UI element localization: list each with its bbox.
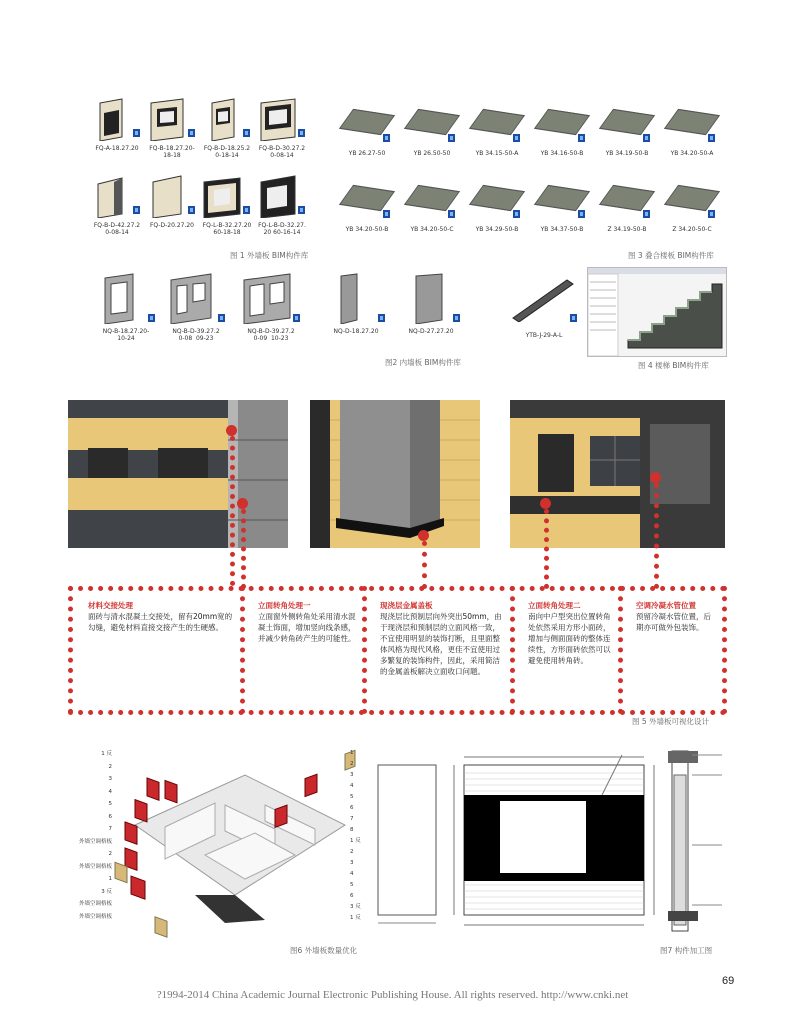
note-ac-pipe <box>636 600 718 633</box>
slab-icon <box>339 185 395 211</box>
wall-panel-icon <box>202 174 248 218</box>
panel-label: 外墙空调格板 <box>78 901 112 907</box>
panel-label: 外墙空调格板 <box>78 913 112 920</box>
annotation-marker <box>226 425 237 436</box>
revit-file-icon <box>148 314 155 322</box>
left-label-column <box>72 748 112 923</box>
revit-file-icon <box>570 314 577 322</box>
item-label: FQ-B-D-30.27.2 0-08-14 <box>258 145 306 159</box>
revit-file-icon <box>218 314 225 322</box>
fig3-item[interactable] <box>405 100 457 162</box>
right-label-column <box>350 748 370 924</box>
slab-icon <box>339 109 395 135</box>
revit-file-icon <box>293 314 300 322</box>
revit-file-icon <box>378 314 385 322</box>
revit-file-icon <box>133 206 140 214</box>
item-label: NQ-B-D-39.27.2 0-09 10-23 <box>247 328 295 342</box>
note-corner-one <box>258 600 356 644</box>
fig3-item[interactable] <box>665 176 717 238</box>
fig3-item[interactable] <box>405 176 457 238</box>
fig1-item[interactable] <box>200 172 252 234</box>
axonometric-drawing <box>95 745 365 940</box>
item-label: YB 34.20-50-B <box>345 226 389 233</box>
fig3-item[interactable] <box>535 100 587 162</box>
panel-label: 6 <box>350 893 354 899</box>
item-label: NQ-D-27.27.20 <box>408 328 454 335</box>
revit-file-icon <box>578 134 585 142</box>
panel-label: 1 反 <box>101 751 112 757</box>
revit-file-icon <box>243 206 250 214</box>
revit-software-screenshot <box>587 267 727 357</box>
fig4-item[interactable] <box>505 270 583 350</box>
slab-icon <box>534 185 590 211</box>
wall-panel-icon <box>327 272 377 324</box>
panel-label: 6 <box>350 805 354 811</box>
item-label: FQ-L-B-D-32.27. 20 60-16-14 <box>258 222 306 236</box>
slab-icon <box>664 109 720 135</box>
wall-panel-icon <box>147 174 193 218</box>
panel-label: 5 <box>108 801 112 807</box>
wall-panel-icon <box>97 272 147 324</box>
wall-panel-icon <box>92 97 138 141</box>
revit-file-icon <box>243 129 250 137</box>
fig3-item[interactable] <box>470 176 522 238</box>
fig3-item[interactable] <box>340 176 392 238</box>
item-label: YB 34.29-50-B <box>475 226 519 233</box>
wall-panel-icon <box>92 174 138 218</box>
revit-file-icon <box>643 134 650 142</box>
item-label: FQ-B-18.27.20- 18-18 <box>149 145 195 159</box>
panel-label: 1 <box>108 876 112 882</box>
item-label: FQ-L-B-32.27.20 60-18-18 <box>202 222 252 236</box>
cad-drawing <box>372 745 730 940</box>
item-label: NQ-B-18.27.20- 10-24 <box>102 328 150 342</box>
leader-line <box>230 436 241 586</box>
revit-file-icon <box>298 206 305 214</box>
panel-label: 3 <box>350 860 354 866</box>
panel-label: 7 <box>350 816 354 822</box>
panel-label: 2 <box>108 763 112 770</box>
leader-line <box>241 509 252 589</box>
note-body: 南向中户型突出位置转角处依然采用方形小面砖，增加与侧面面砖的整体连续性，方形面砖依然可以避免使用转角砖。 <box>528 612 611 665</box>
facade-render-1 <box>68 400 288 548</box>
fig3-item[interactable] <box>535 176 587 238</box>
item-label: FQ-B-D-18.25.2 0-18-14 <box>203 145 251 159</box>
revit-file-icon <box>578 210 585 218</box>
revit-file-icon <box>708 210 715 218</box>
panel-label: 4 <box>350 783 354 789</box>
item-label: FQ-A-18.27.20 <box>95 145 139 152</box>
item-label: YB 34.19-50-B <box>605 150 649 157</box>
leader-line <box>654 483 665 589</box>
copyright-footer: ?1994-2014 China Academic Journal Electronic Publishing House. All rights reserved. http://www.cnki.net <box>156 989 629 1001</box>
note-body: 面砖与清水混凝土交接处，留有20mm宽的勾缝，避免材料直接交接产生的生硬感。 <box>88 612 233 632</box>
fig1-item[interactable] <box>90 172 142 234</box>
panel-label: 6 <box>108 813 112 820</box>
fig7-caption: 图7 构件加工图 <box>660 946 713 955</box>
panel-label: 2 <box>108 851 112 857</box>
fig2-item[interactable] <box>400 270 462 354</box>
wall-panel-icon <box>257 97 303 141</box>
panel-label: 1 反 <box>350 838 361 844</box>
panel-label: 3 <box>350 772 354 778</box>
slab-icon <box>599 109 655 135</box>
item-label: Z 34.20-50-C <box>672 226 712 233</box>
wall-panel-icon <box>257 174 303 218</box>
fig1-item[interactable] <box>255 95 307 157</box>
revit-file-icon <box>383 210 390 218</box>
note-corner-two <box>528 600 614 666</box>
note-metal-cover <box>380 600 504 677</box>
item-label: YTB-J-29-A-L <box>525 332 563 339</box>
callout-frame <box>362 586 373 714</box>
callout-frame <box>618 586 629 714</box>
revit-file-icon <box>513 134 520 142</box>
revit-file-icon <box>513 210 520 218</box>
leader-line <box>422 541 433 589</box>
fig2-item[interactable] <box>95 270 157 354</box>
page-number: 69 <box>722 975 735 987</box>
revit-file-icon <box>448 210 455 218</box>
wall-panel-icon <box>202 97 248 141</box>
stair-icon <box>507 272 577 322</box>
leader-line <box>544 509 555 589</box>
callout-frame <box>240 586 251 714</box>
note-body: 预留冷凝水管位置，后期亦可做外包装饰。 <box>636 612 711 632</box>
revit-file-icon <box>188 129 195 137</box>
item-label: YB 34.20-50-A <box>670 150 714 157</box>
revit-file-icon <box>448 134 455 142</box>
panel-label: 3 反 <box>350 904 361 910</box>
fig1-item[interactable] <box>145 172 197 234</box>
annotation-marker <box>540 498 551 509</box>
wall-panel-icon <box>167 272 223 324</box>
fig1-item[interactable] <box>145 95 197 157</box>
revit-file-icon <box>133 129 140 137</box>
item-label: NQ-B-D-39.27.2 0-08 09-23 <box>172 328 220 342</box>
panel-label: 外墙空调格板 <box>78 863 112 870</box>
callout-frame <box>68 586 79 714</box>
note-title: 立面转角处理二 <box>528 601 581 610</box>
panel-label: 3 反 <box>101 888 112 895</box>
fig3-item[interactable] <box>600 176 652 238</box>
item-label: FQ-B-D-42.27.2 0-08-14 <box>93 222 141 236</box>
fig2-item[interactable] <box>165 270 227 354</box>
panel-label: 1 反 <box>350 915 361 921</box>
fig1-item[interactable] <box>90 95 142 157</box>
slab-icon <box>469 109 525 135</box>
note-body: 现浇层比预制层向外突出50mm，由于现浇层和预制层的立面风格一致，不宜使用明显的装饰打断，且里面整体风格为现代风格，更佳不宜使用过多繁复的装饰构件，因此，采用简洁的金属盖板解决立面收口问题。 <box>380 612 502 676</box>
wall-panel-icon <box>402 272 452 324</box>
panel-label: 8 <box>350 827 354 833</box>
item-label: FQ-D-20.27.20 <box>149 222 194 229</box>
fig1-caption: 图 1 外墙板 BIM构件库 <box>230 251 309 260</box>
panel-label: 4 <box>350 871 354 877</box>
item-label: YB 26.27-50 <box>348 150 386 157</box>
fig4-caption: 图 4 楼梯 BIM构件库 <box>638 361 709 370</box>
note-title: 材料交接处理 <box>88 601 133 610</box>
fig6-caption: 图6 外墙板数量优化 <box>290 946 358 955</box>
item-label: YB 34.16-50-B <box>540 150 584 157</box>
callout-frame <box>510 586 521 714</box>
panel-label: 5 <box>350 882 354 888</box>
facade-render-3 <box>510 400 725 548</box>
item-label: NQ-D-18.27.20 <box>333 328 379 335</box>
revit-file-icon <box>188 206 195 214</box>
fig3-item[interactable] <box>470 100 522 162</box>
facade-render-2 <box>310 400 480 548</box>
panel-label: 4 <box>108 788 112 795</box>
item-label: YB 26.50-50 <box>413 150 451 157</box>
revit-file-icon <box>708 134 715 142</box>
revit-file-icon <box>383 134 390 142</box>
fig3-item[interactable] <box>340 100 392 162</box>
panel-label: 5 <box>350 794 354 800</box>
item-label: YB 34.37-50-B <box>540 226 584 233</box>
wall-panel-icon <box>147 97 193 141</box>
slab-icon <box>534 109 590 135</box>
fig2-item[interactable] <box>240 270 302 354</box>
panel-label: 3 <box>108 776 112 782</box>
item-label: YB 34.20-50-C <box>410 226 454 233</box>
panel-label: 2 <box>350 849 354 855</box>
item-label: Z 34.19-50-B <box>607 226 647 233</box>
revit-file-icon <box>453 314 460 322</box>
note-title: 现浇层金属盖板 <box>380 601 433 610</box>
fig1-item[interactable] <box>200 95 252 157</box>
note-title: 立面转角处理一 <box>258 601 311 610</box>
note-title: 空调冷凝水管位置 <box>636 601 696 610</box>
note-material-joint <box>88 600 233 633</box>
fig3-item[interactable] <box>600 100 652 162</box>
slab-icon <box>404 109 460 135</box>
revit-file-icon <box>643 210 650 218</box>
panel-label: 1 <box>350 750 354 756</box>
note-body: 立面窗外侧转角处采用清水混凝土饰面，增加竖向线条感，并减少转角砖产生的可能性。 <box>258 612 356 643</box>
panel-label: 2 <box>350 761 354 767</box>
callout-frame <box>722 586 733 714</box>
slab-icon <box>469 185 525 211</box>
fig2-caption: 图2 内墙板 BIM构件库 <box>385 358 461 367</box>
fig5-caption: 图 5 外墙板可视化设计 <box>632 717 710 726</box>
fig2-item[interactable] <box>325 270 387 354</box>
slab-icon <box>599 185 655 211</box>
slab-icon <box>404 185 460 211</box>
annotation-marker <box>418 530 429 541</box>
fig3-caption: 图 3 叠合楼板 BIM构件库 <box>628 251 714 260</box>
wall-panel-icon <box>242 272 298 324</box>
fig1-item[interactable] <box>255 172 307 234</box>
panel-label: 7 <box>108 826 112 832</box>
revit-file-icon <box>298 129 305 137</box>
fig3-item[interactable] <box>665 100 717 162</box>
annotation-marker <box>650 472 661 483</box>
panel-label: 外墙空调格板 <box>78 838 112 845</box>
slab-icon <box>664 185 720 211</box>
item-label: YB 34.15-50-A <box>475 150 519 157</box>
